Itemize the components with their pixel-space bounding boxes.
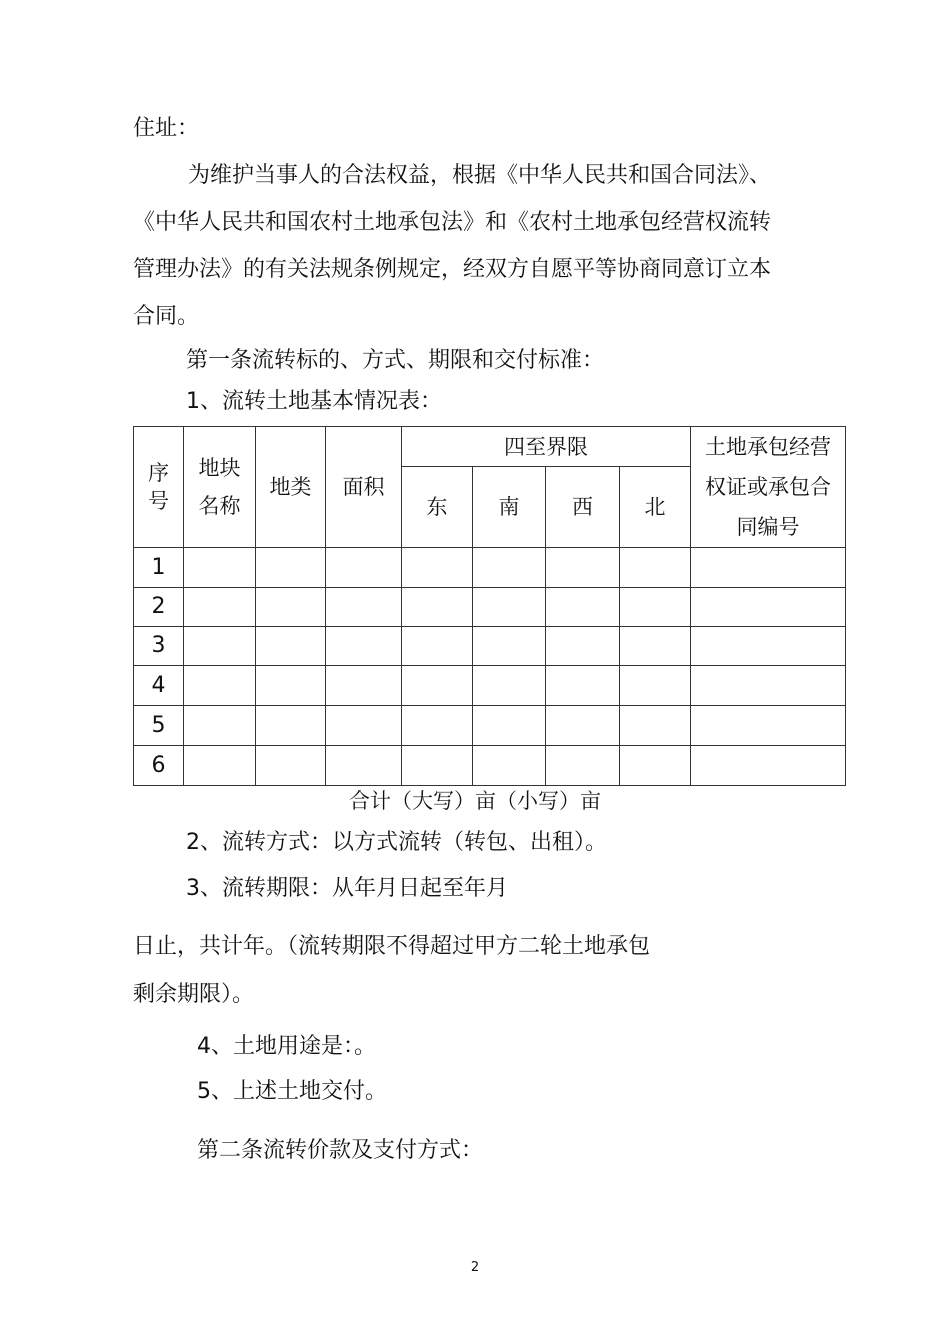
table-cell[interactable] <box>402 548 473 588</box>
table-cell[interactable] <box>256 746 326 786</box>
table-total-line: 合计（大写）亩（小写）亩 <box>349 789 601 813</box>
table-cell[interactable] <box>256 706 326 746</box>
table-cell[interactable] <box>546 746 620 786</box>
preamble-line-3: 管理办法》的有关法规条例规定，经双方自愿平等协商同意订立本 <box>133 257 772 282</box>
table-row <box>134 666 846 706</box>
item-3-continuation-2: 剩余期限）。 <box>133 982 255 1007</box>
row-number: 5 <box>134 706 184 746</box>
table-cell[interactable] <box>256 666 326 706</box>
table-cell[interactable] <box>184 706 256 746</box>
table-cell[interactable] <box>326 746 402 786</box>
table-cell[interactable] <box>473 666 546 706</box>
table-cell[interactable] <box>546 706 620 746</box>
table-cell[interactable] <box>473 746 546 786</box>
table-cell[interactable] <box>546 666 620 706</box>
table-cell[interactable] <box>691 548 846 588</box>
item-4-land-use: 4、土地用途是：。 <box>197 1034 376 1059</box>
table-cell[interactable] <box>546 627 620 666</box>
item-3-transfer-term: 3、流转期限：从年月日起至年月 <box>186 876 508 901</box>
table-cell[interactable] <box>402 746 473 786</box>
item-5-land-delivery: 5、上述土地交付。 <box>197 1079 387 1104</box>
header-south: 南 <box>473 467 546 548</box>
row-number: 2 <box>134 588 184 627</box>
header-seq: 序号 <box>134 427 184 548</box>
preamble-line-1: 为维护当事人的合法权益，根据《中华人民共和国合同法》、 <box>188 163 772 188</box>
header-west: 西 <box>546 467 620 548</box>
table-row <box>134 627 846 666</box>
table-cell[interactable] <box>326 706 402 746</box>
table-cell[interactable] <box>473 548 546 588</box>
table-cell[interactable] <box>691 746 846 786</box>
table-cell[interactable] <box>402 706 473 746</box>
table-cell[interactable] <box>184 627 256 666</box>
header-area: 面积 <box>326 427 402 548</box>
article-2-heading: 第二条流转价款及支付方式： <box>197 1138 484 1163</box>
land-info-table <box>133 426 846 786</box>
table-cell[interactable] <box>620 746 691 786</box>
header-contract-no: 土地承包经营权证或承包合同编号 <box>691 427 846 548</box>
table-cell[interactable] <box>184 746 256 786</box>
article-1-heading: 第一条流转标的、方式、期限和交付标准： <box>186 348 605 373</box>
table-cell[interactable] <box>620 627 691 666</box>
table-cell[interactable] <box>691 588 846 627</box>
table-cell[interactable] <box>256 548 326 588</box>
item-1-heading: 1、流转土地基本情况表： <box>186 389 442 414</box>
table-row <box>134 746 846 786</box>
table-cell[interactable] <box>256 588 326 627</box>
table-cell[interactable] <box>256 627 326 666</box>
row-number: 1 <box>134 548 184 588</box>
row-number: 4 <box>134 666 184 706</box>
table-cell[interactable] <box>473 706 546 746</box>
table-row <box>134 588 846 627</box>
table-cell[interactable] <box>691 627 846 666</box>
table-cell[interactable] <box>691 666 846 706</box>
table-cell[interactable] <box>326 627 402 666</box>
table-row <box>134 548 846 588</box>
table-cell[interactable] <box>184 666 256 706</box>
table-cell[interactable] <box>184 548 256 588</box>
table-cell[interactable] <box>326 588 402 627</box>
row-number: 6 <box>134 746 184 786</box>
header-plot-name: 地块名称 <box>184 427 256 548</box>
header-land-type: 地类 <box>256 427 326 548</box>
table-cell[interactable] <box>402 588 473 627</box>
header-boundary: 四至界限 <box>402 427 691 467</box>
table-cell[interactable] <box>402 627 473 666</box>
table-cell[interactable] <box>184 588 256 627</box>
table-cell[interactable] <box>620 588 691 627</box>
address-label: 住址： <box>133 116 200 141</box>
page-number: 2 <box>470 1260 480 1275</box>
table-cell[interactable] <box>546 588 620 627</box>
header-east: 东 <box>402 467 473 548</box>
table-cell[interactable] <box>326 548 402 588</box>
preamble-line-2: 《中华人民共和国农村土地承包法》和《农村土地承包经营权流转 <box>133 210 772 235</box>
preamble-line-4: 合同。 <box>133 304 200 329</box>
table-cell[interactable] <box>473 627 546 666</box>
header-north: 北 <box>620 467 691 548</box>
table-cell[interactable] <box>326 666 402 706</box>
table-cell[interactable] <box>691 706 846 746</box>
table-cell[interactable] <box>473 588 546 627</box>
item-2-transfer-method: 2、流转方式：以方式流转（转包、出租）。 <box>186 830 607 855</box>
table-cell[interactable] <box>620 666 691 706</box>
item-3-continuation-1: 日止，共计年。（流转期限不得超过甲方二轮土地承包 <box>133 934 651 959</box>
table-cell[interactable] <box>620 548 691 588</box>
table-cell[interactable] <box>402 666 473 706</box>
table-row <box>134 706 846 746</box>
table-cell[interactable] <box>546 548 620 588</box>
row-number: 3 <box>134 627 184 666</box>
table-cell[interactable] <box>620 706 691 746</box>
